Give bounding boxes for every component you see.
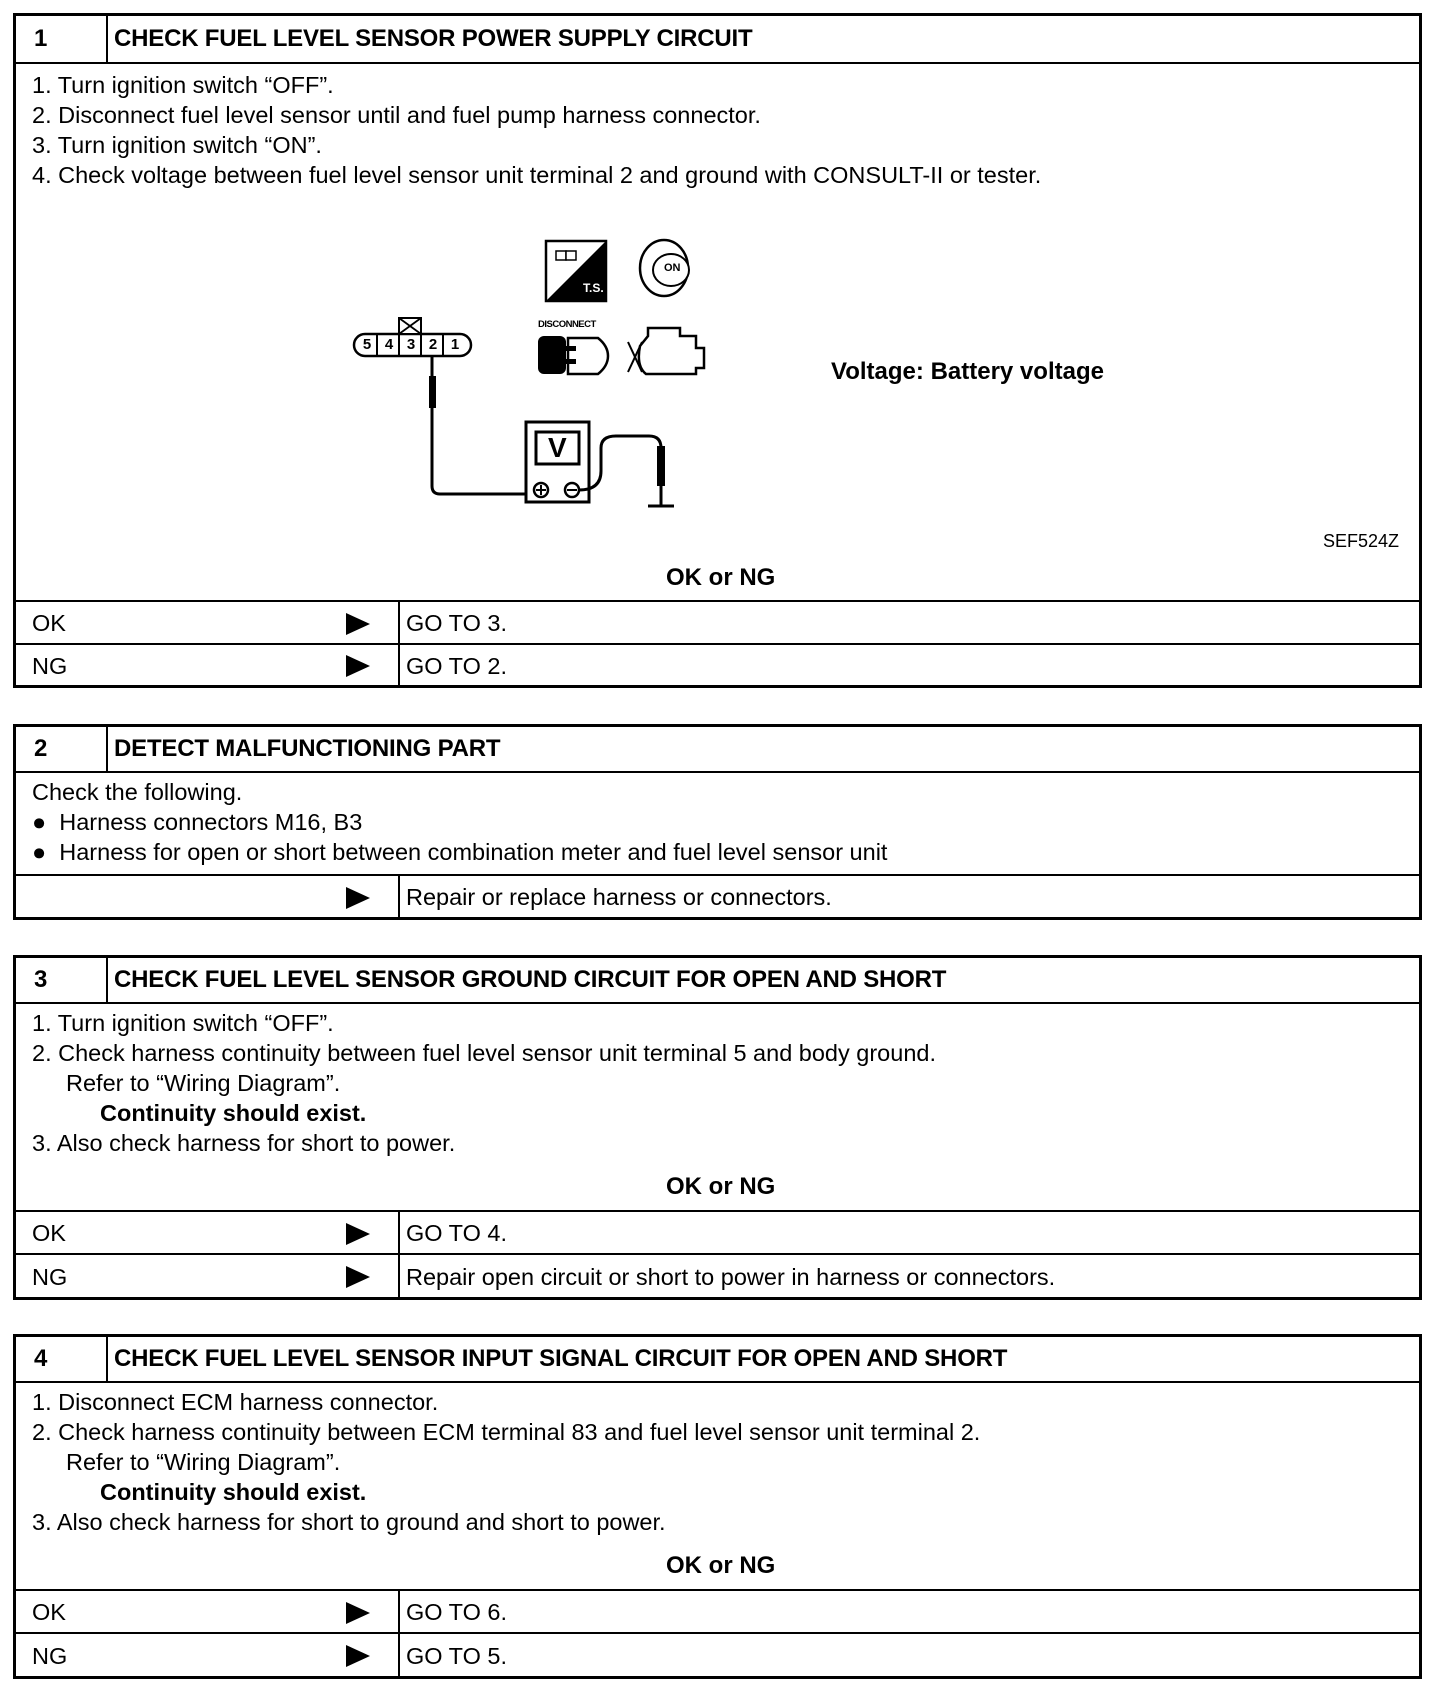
step-header [16,958,1419,1004]
bullet-item [32,807,362,837]
disconnect-label: DISCONNECT [538,319,596,330]
requirement-text: Continuity should exist. [100,1479,367,1505]
pin-2: 2 [428,336,438,353]
figure-code: SEF524Z [1322,531,1399,551]
requirement-text: Continuity should exist. [100,1100,367,1126]
result-action: GO TO 5. [406,1642,507,1669]
instruction-line: 1. Disconnect ECM harness connector. [32,1389,439,1415]
result-label: NG [32,1642,68,1669]
arrow-right-icon [346,655,370,677]
instruction-line: Refer to “Wiring Diagram”. [66,1449,341,1475]
result-row-ok [16,1210,1419,1255]
result-row-ok [16,600,1419,645]
step-header [16,727,1419,773]
wiring-figure-svg [16,16,1419,576]
step-3-block [13,955,1422,1300]
result-action: Repair or replace harness or connectors. [406,884,832,910]
result-label: NG [32,1263,68,1290]
arrow-right-icon [346,887,370,909]
bullet-text: Harness for open or short between combination meter and fuel level sensor unit [59,839,888,865]
bullet-text: Harness connectors M16, B3 [59,809,363,835]
step-number: 2 [16,727,108,771]
result-action: Repair open circuit or short to power in harness or connectors. [406,1263,1056,1290]
result-row-ng [16,1632,1419,1678]
result-row-ng [16,643,1419,687]
step-1-block [13,13,1422,688]
arrow-right-icon [346,1602,370,1624]
result-row [16,874,1419,919]
ok-or-ng-label: OK or NG [666,1173,776,1200]
arrow-right-icon [346,1266,370,1288]
disconnect-connector-icon [538,336,608,374]
instruction-line: 2. Check harness continuity between fuel level sensor unit terminal 5 and body ground. [32,1040,936,1066]
pin-1: 1 [450,336,460,353]
instruction-line: 2. Check harness continuity between ECM terminal 83 and fuel level sensor unit terminal 2. [32,1419,981,1445]
arrow-right-icon [346,613,370,635]
pin-5: 5 [362,336,372,353]
ts-label: T.S. [583,281,604,295]
result-row-ng [16,1253,1419,1299]
step-4-block [13,1334,1422,1679]
instruction-line: 1. Turn ignition switch “OFF”. [32,1010,334,1036]
ok-or-ng-label: OK or NG [666,564,776,591]
engine-off-icon [628,328,704,374]
connector-pin-labels [356,336,471,356]
instruction-line: Refer to “Wiring Diagram”. [66,1070,341,1096]
result-row-ok [16,1589,1419,1634]
pin-4: 4 [384,336,394,353]
arrow-right-icon [346,1223,370,1245]
meter-label: V [548,432,567,463]
instruction-line: Check the following. [32,779,243,805]
instruction-line: 3. Also check harness for short to ground and short to power. [32,1509,666,1535]
on-label: ON [664,262,681,274]
step-title: CHECK FUEL LEVEL SENSOR GROUND CIRCUIT FOR OPEN AND SHORT [114,966,947,993]
step-title: CHECK FUEL LEVEL SENSOR POWER SUPPLY CIRCUIT [114,25,753,52]
result-label: OK [32,1220,66,1246]
instruction-line: 3. Also check harness for short to power. [32,1130,456,1156]
bullet-icon: ● [32,839,60,865]
step-title: DETECT MALFUNCTIONING PART [114,735,501,762]
bullet-item [32,837,887,867]
instruction-line: 3. Turn ignition switch “ON”. [32,132,322,158]
result-label: NG [32,652,68,679]
pin-3: 3 [406,336,416,353]
voltage-spec: Voltage: Battery voltage [831,358,1104,385]
instruction-line: 1. Turn ignition switch “OFF”. [32,72,334,98]
result-label: OK [32,1599,66,1625]
result-action: GO TO 3. [406,610,507,636]
instruction-line: 2. Disconnect fuel level sensor until and fuel pump harness connector. [32,102,761,128]
step-title: CHECK FUEL LEVEL SENSOR INPUT SIGNAL CIRCUIT FOR OPEN AND SHORT [114,1345,1008,1372]
result-label: OK [32,610,66,636]
result-action: GO TO 4. [406,1220,507,1246]
step-number: 1 [16,16,108,62]
instruction-line: 4. Check voltage between fuel level sensor unit terminal 2 and ground with CONSULT-II or tester. [32,162,1042,188]
bullet-icon: ● [32,809,60,835]
step-2-block [13,724,1422,920]
step-header [16,1337,1419,1383]
result-action: GO TO 2. [406,652,507,679]
ok-or-ng-label: OK or NG [666,1552,776,1579]
step-number: 4 [16,1337,108,1381]
arrow-right-icon [346,1645,370,1667]
result-action: GO TO 6. [406,1599,507,1625]
step-number: 3 [16,958,108,1002]
